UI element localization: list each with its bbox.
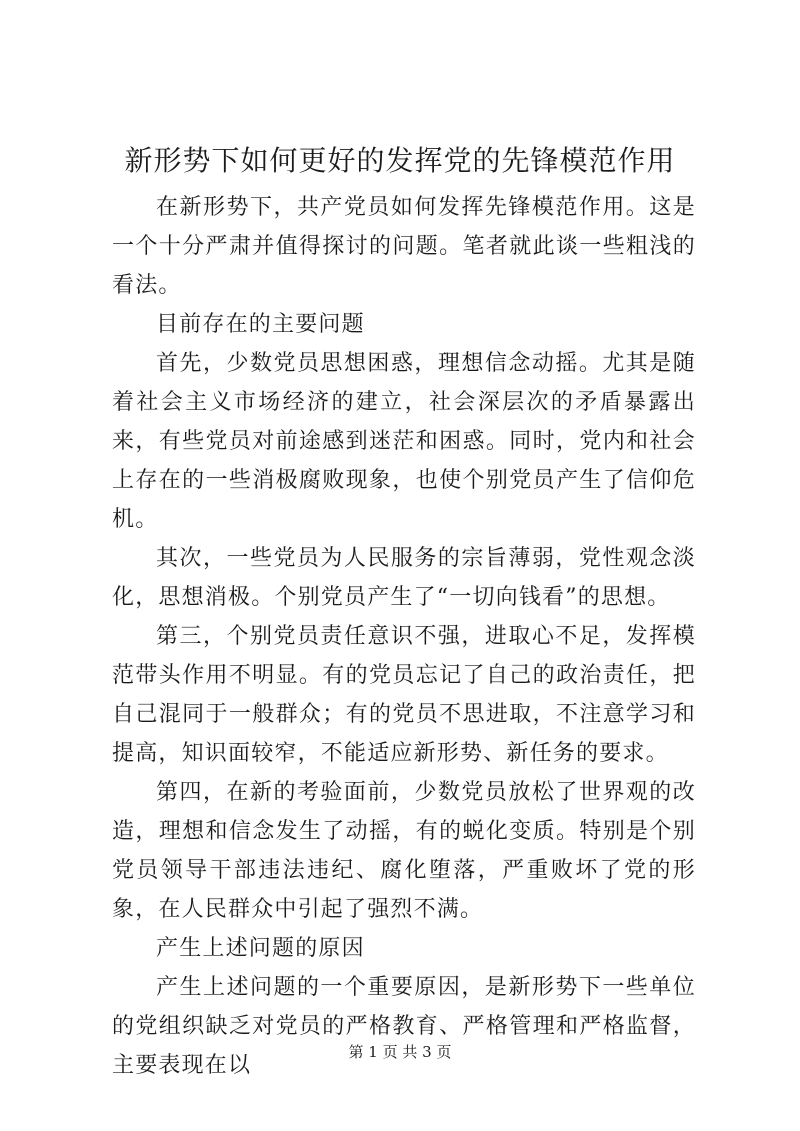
paragraph-fourth-point: 第四，在新的考验面前，少数党员放松了世界观的改造，理想和信念发生了动摇，有的蜕化变质。特别是个别党员领导干部违法违纪、腐化堕落，严重败坏了党的形象，在人民群众中引起了强烈不满。	[112, 780, 696, 922]
paragraph-first-point: 首先，少数党员思想困惑，理想信念动摇。尤其是随着社会主义市场经济的建立，社会深层次的矛盾暴露出来，有些党员对前途感到迷茫和困惑。同时，党内和社会上存在的一些消极腐败现象，也使个别党员产生了信仰危机。	[112, 351, 696, 532]
document-body	[112, 188, 696, 1085]
document-title: 新形势下如何更好的发挥党的先锋模范作用	[124, 144, 676, 177]
section-heading-problems: 目前存在的主要问题	[156, 312, 365, 337]
page-footer: 第 1 页 共 3 页	[348, 1043, 452, 1061]
paragraph-intro: 在新形势下，共产党员如何发挥先锋模范作用。这是一个十分严肃并值得探讨的问题。笔者就此谈一些粗浅的看法。	[112, 195, 696, 298]
section-heading-causes: 产生上述问题的原因	[156, 936, 365, 961]
paragraph-third-point: 第三，个别党员责任意识不强，进取心不足，发挥模范带头作用不明显。有的党员忘记了自己的政治责任，把自己混同于一般群众；有的党员不思进取，不注意学习和提高，知识面较窄，不能适应新形势、新任务的要求。	[112, 624, 696, 766]
paragraph-causes: 产生上述问题的一个重要原因，是新形势下一些单位的党组织缺乏对党员的严格教育、严格管理和严格监督，主要表现在以	[112, 975, 696, 1078]
paragraph-second-point: 其次，一些党员为人民服务的宗旨薄弱，党性观念淡化，思想消极。个别党员产生了“一切向钱看”的思想。	[112, 546, 696, 610]
